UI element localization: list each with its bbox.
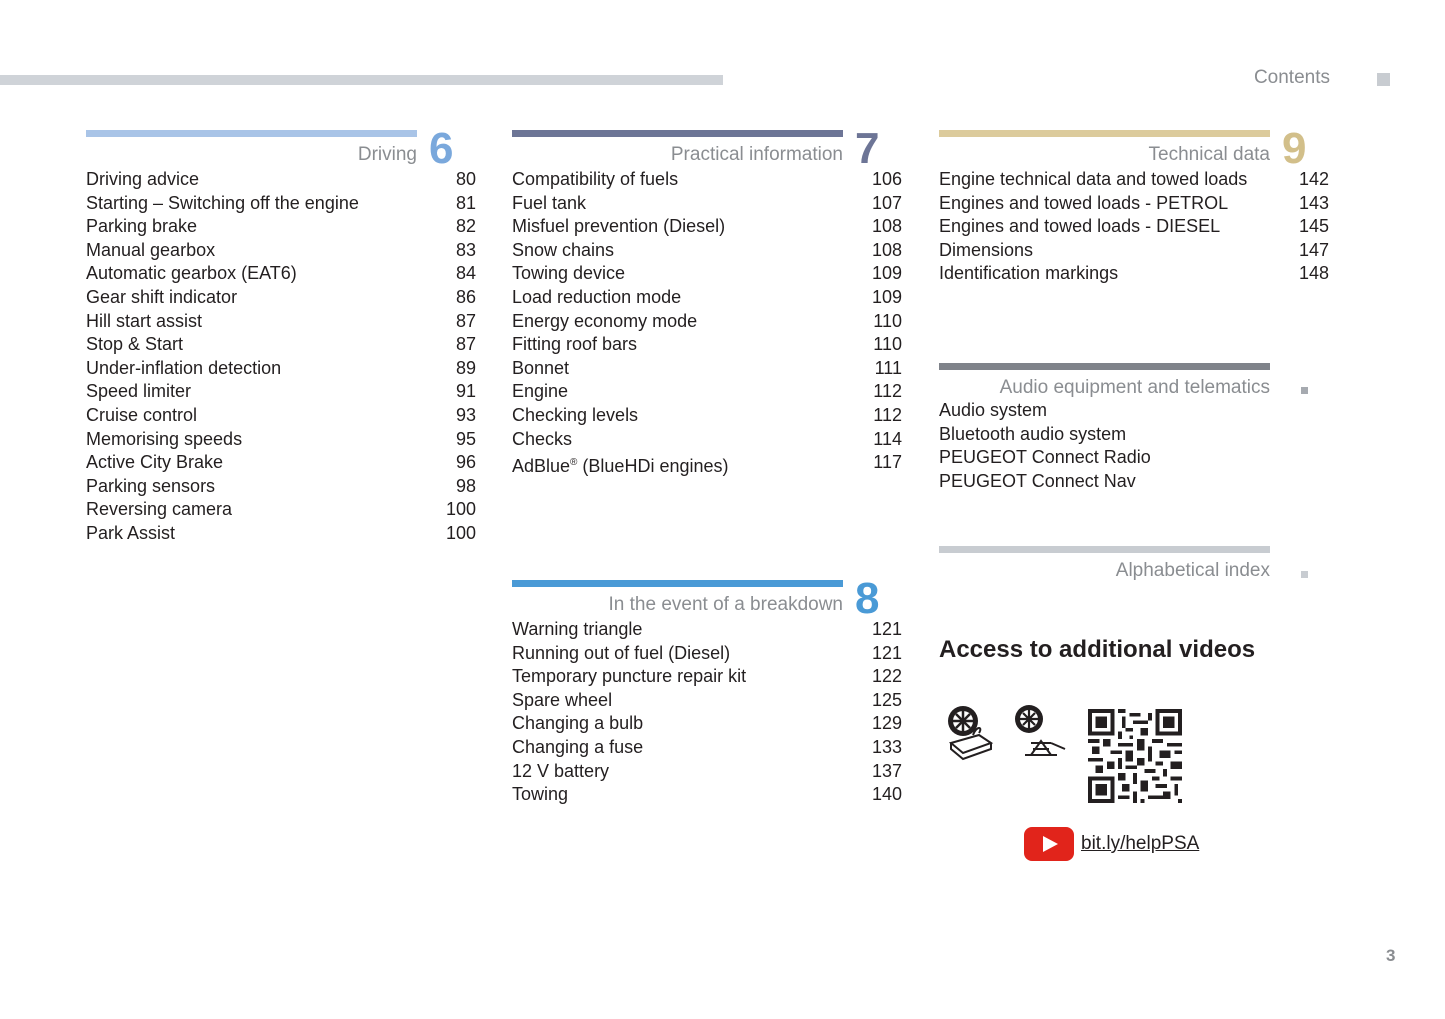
toc-entry-label: Fitting roof bars — [512, 334, 638, 355]
toc-entry-page: 82 — [455, 216, 476, 237]
toc-entry[interactable] — [939, 215, 1329, 239]
toc-entry[interactable] — [512, 262, 902, 286]
toc-entry[interactable] — [512, 712, 902, 736]
qr-code-icon[interactable] — [1088, 709, 1182, 803]
toc-entry[interactable] — [512, 404, 902, 428]
toc-entry-label: Memorising speeds — [86, 428, 243, 449]
toc-entry-page: 109 — [871, 263, 902, 284]
toc-entry-label: Engine — [512, 381, 569, 402]
toc-entry-page — [1269, 399, 1329, 423]
toc-entry-label: Bluetooth audio system — [939, 423, 1127, 444]
toc-entry-label: Dimensions — [939, 239, 1034, 260]
section-title[interactable]: Alphabetical index — [1115, 560, 1270, 581]
section-index — [939, 546, 1329, 581]
toc-entry-page: 111 — [874, 357, 902, 378]
toc-list — [939, 168, 1329, 286]
section-bar — [512, 130, 843, 137]
page-number: 3 — [1386, 946, 1396, 965]
toc-entry-label: Active City Brake — [86, 452, 224, 473]
toc-entry-label: Stop & Start — [86, 334, 184, 355]
toc-entry[interactable] — [86, 428, 476, 452]
header-marker — [1377, 73, 1390, 86]
toc-entry-page: 108 — [871, 216, 902, 237]
toc-entry-label: Speed limiter — [86, 381, 192, 402]
toc-entry-label: Towing — [512, 784, 569, 805]
toc-entry-page: 122 — [871, 666, 902, 687]
toc-entry-label: Parking brake — [86, 216, 198, 237]
toc-entry[interactable] — [86, 192, 476, 216]
toc-entry-page: 106 — [871, 169, 902, 189]
toc-entry-label: Temporary puncture repair kit — [512, 666, 747, 687]
section-practical — [512, 124, 902, 477]
toc-entry-label: Parking sensors — [86, 475, 216, 496]
toc-entry[interactable] — [939, 446, 1329, 470]
toc-entry[interactable] — [512, 192, 902, 216]
toc-entry-label: Fuel tank — [512, 192, 587, 213]
toc-entry[interactable] — [512, 333, 902, 357]
toc-entry-label: Starting – Switching off the engine — [86, 192, 359, 213]
toc-entry-label: Misfuel prevention (Diesel) — [512, 216, 726, 237]
toc-entry-label: AdBlue® (BlueHDi engines) — [512, 456, 729, 477]
toc-entry-label: Engines and towed loads - PETROL — [939, 192, 1229, 213]
section-bar — [939, 546, 1270, 553]
toc-entry-page: 112 — [873, 404, 902, 425]
section-number: 6 — [429, 124, 454, 173]
toc-entry-label: Bonnet — [512, 357, 570, 378]
toc-entry-page: 93 — [455, 404, 476, 425]
toc-entry-page: 147 — [1298, 239, 1329, 260]
toc-entry-page: 87 — [455, 310, 476, 331]
toc-entry[interactable] — [939, 423, 1329, 447]
toc-entry[interactable] — [512, 783, 902, 807]
toc-entry-page: 133 — [871, 736, 902, 757]
toc-entry[interactable] — [86, 168, 476, 192]
toc-entry[interactable] — [939, 262, 1329, 286]
section-title: Technical data — [1148, 144, 1270, 165]
toc-entry-page — [1269, 446, 1329, 470]
toc-entry-label: Checks — [512, 428, 573, 449]
toc-entry-page: 96 — [455, 452, 476, 473]
toc-entry-page: 81 — [455, 192, 476, 213]
toc-entry[interactable] — [512, 689, 902, 713]
section-title: Audio equipment and telematics — [999, 377, 1270, 398]
toc-entry[interactable] — [86, 357, 476, 381]
toc-entry-label: Towing device — [512, 263, 626, 284]
toc-entry-page: 89 — [455, 357, 476, 378]
toc-entry-label: Identification markings — [939, 263, 1119, 284]
section-bar — [86, 130, 417, 137]
toc-list — [512, 618, 902, 807]
audio-marker — [1301, 387, 1308, 394]
spare-wheel-jack-icon[interactable] — [1011, 703, 1067, 761]
toc-entry-label: Under-inflation detection — [86, 357, 282, 378]
toc-entry-label: Changing a bulb — [512, 713, 644, 734]
toc-entry-page: 107 — [871, 192, 902, 213]
toc-entry-label: Cruise control — [86, 404, 198, 425]
toc-entry[interactable] — [512, 168, 902, 192]
toc-list — [512, 168, 902, 475]
toc-entry[interactable] — [512, 215, 902, 239]
toc-entry-label: Park Assist — [86, 522, 176, 543]
toc-entry-label: Reversing camera — [86, 499, 233, 520]
section-number: 9 — [1282, 124, 1307, 173]
toc-entry-label: Checking levels — [512, 404, 639, 425]
toc-entry-page: 112 — [873, 381, 902, 402]
youtube-icon[interactable] — [1024, 827, 1074, 861]
toc-entry-page: 98 — [455, 475, 476, 496]
toc-entry-page: 140 — [871, 784, 902, 805]
help-link[interactable]: bit.ly/helpPSA — [1081, 833, 1200, 854]
toc-entry[interactable] — [86, 262, 476, 286]
toc-entry-page: 95 — [455, 428, 476, 449]
toc-entry[interactable] — [512, 736, 902, 760]
toc-entry-page — [1269, 470, 1329, 494]
toc-entry[interactable] — [512, 428, 902, 452]
toc-entry[interactable] — [86, 333, 476, 357]
toc-entry[interactable] — [86, 404, 476, 428]
toc-entry[interactable] — [512, 618, 902, 642]
toc-entry-label: 12 V battery — [512, 760, 610, 781]
section-audio — [939, 363, 1329, 491]
toc-entry[interactable] — [512, 642, 902, 666]
toc-entry-page: 143 — [1298, 192, 1329, 213]
toc-entry-page: 121 — [871, 619, 902, 639]
toc-entry-label: Driving advice — [86, 169, 200, 189]
toc-entry-page: 91 — [455, 381, 476, 402]
toc-entry[interactable] — [86, 215, 476, 239]
toc-entry[interactable] — [86, 498, 476, 522]
toc-entry-page: 108 — [871, 239, 902, 260]
toc-entry[interactable] — [86, 522, 476, 546]
toc-entry[interactable] — [939, 168, 1329, 192]
toc-entry-page: 80 — [455, 169, 476, 189]
toc-entry-page: 84 — [455, 263, 476, 284]
videos-title: Access to additional videos — [939, 636, 1256, 663]
toc-entry-label: Engines and towed loads - DIESEL — [939, 216, 1221, 237]
section-title: Driving — [357, 144, 417, 165]
toc-entry-label: Load reduction mode — [512, 286, 682, 307]
toc-entry-label: PEUGEOT Connect Radio — [939, 447, 1151, 468]
section-title: Practical information — [670, 144, 843, 165]
toc-entry-label: Spare wheel — [512, 689, 613, 710]
toc-list — [86, 168, 476, 546]
section-title: In the event of a breakdown — [608, 594, 843, 615]
toc-entry-label: Automatic gearbox (EAT6) — [86, 263, 297, 284]
section-bar — [939, 130, 1270, 137]
section-bar — [939, 363, 1270, 370]
toc-entry-page: 100 — [445, 522, 476, 543]
toc-entry-page: 148 — [1298, 263, 1329, 284]
toc-entry-page: 121 — [871, 642, 902, 663]
toc-entry-label: Energy economy mode — [512, 310, 698, 331]
toc-entry-page: 83 — [455, 239, 476, 260]
toc-entry-label: Running out of fuel (Diesel) — [512, 642, 731, 663]
toc-entry-page: 117 — [873, 452, 902, 473]
toc-entry-label: Manual gearbox — [86, 239, 216, 260]
section-number: 8 — [855, 574, 880, 623]
toc-entry-label: PEUGEOT Connect Nav — [939, 470, 1136, 491]
toc-entry[interactable] — [86, 475, 476, 499]
toc-entry-page: 142 — [1298, 169, 1329, 189]
toc-entry[interactable] — [512, 665, 902, 689]
toc-list — [939, 399, 1329, 493]
toc-entry-label: Gear shift indicator — [86, 286, 238, 307]
tyre-repair-kit-icon[interactable] — [943, 703, 995, 761]
toc-entry-page: 109 — [871, 286, 902, 307]
toc-entry-label: Audio system — [939, 400, 1048, 420]
toc-entry[interactable] — [939, 470, 1329, 494]
toc-entry-page: 137 — [871, 760, 902, 781]
toc-entry[interactable] — [86, 451, 476, 475]
toc-entry-page: 86 — [455, 286, 476, 307]
toc-entry-page: 87 — [455, 334, 476, 355]
section-number: 7 — [855, 124, 880, 173]
toc-entry[interactable] — [512, 310, 902, 334]
toc-entry-page: 114 — [873, 428, 902, 449]
header-rule — [0, 75, 723, 85]
toc-entry-page — [1269, 423, 1329, 447]
toc-entry[interactable] — [512, 239, 902, 263]
toc-entry[interactable] — [512, 380, 902, 404]
toc-entry-page: 145 — [1298, 216, 1329, 237]
toc-entry-label: Warning triangle — [512, 619, 643, 639]
toc-entry[interactable] — [86, 286, 476, 310]
toc-entry[interactable] — [512, 286, 902, 310]
toc-entry-label: Snow chains — [512, 239, 615, 260]
toc-entry-page: 129 — [871, 713, 902, 734]
toc-entry-label: Compatibility of fuels — [512, 169, 679, 189]
toc-entry-label: Engine technical data and towed loads — [939, 169, 1248, 189]
header-title: Contents — [1253, 67, 1330, 88]
toc-entry[interactable] — [939, 239, 1329, 263]
toc-entry[interactable] — [512, 451, 902, 475]
toc-entry-page: 110 — [873, 310, 902, 331]
toc-entry[interactable] — [86, 380, 476, 404]
toc-entry-label: Changing a fuse — [512, 736, 644, 757]
toc-entry[interactable] — [86, 239, 476, 263]
toc-entry[interactable] — [512, 357, 902, 381]
toc-entry[interactable] — [512, 760, 902, 784]
section-technical — [939, 124, 1329, 284]
toc-entry-page: 110 — [873, 334, 902, 355]
section-breakdown — [512, 574, 902, 805]
section-driving — [86, 124, 476, 543]
toc-entry-label: Hill start assist — [86, 310, 203, 331]
section-bar — [512, 580, 843, 587]
toc-entry[interactable] — [939, 192, 1329, 216]
toc-entry[interactable] — [86, 310, 476, 334]
index-marker — [1301, 571, 1308, 578]
toc-entry-page: 100 — [445, 499, 476, 520]
toc-entry[interactable] — [939, 399, 1329, 423]
toc-entry-page: 125 — [871, 689, 902, 710]
